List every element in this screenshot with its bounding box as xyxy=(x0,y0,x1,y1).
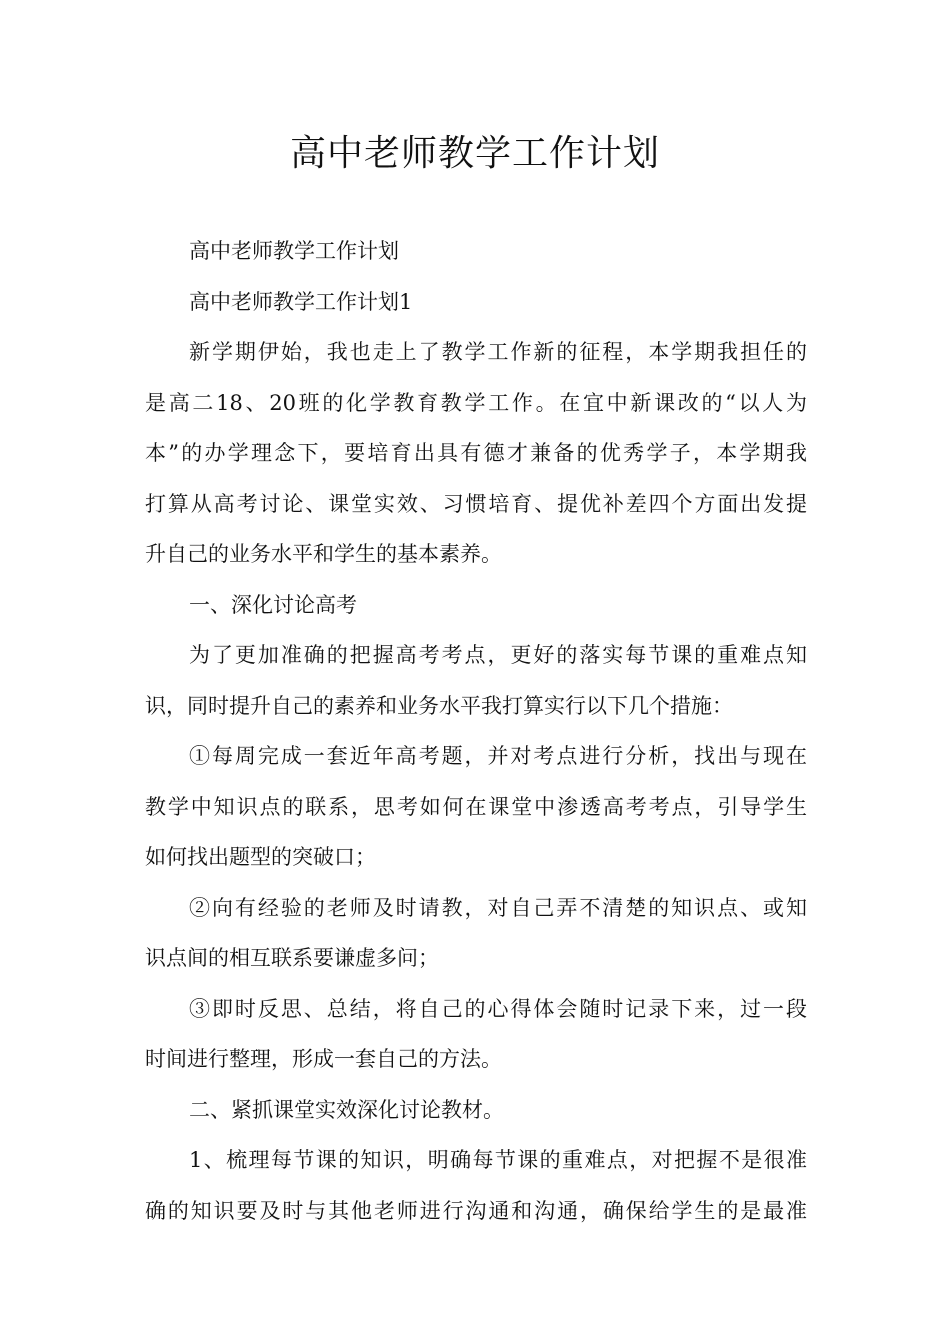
text-line: 一、深化讨论高考 xyxy=(189,592,357,617)
text-line: 识点间的相互联系要谦虚多问； xyxy=(145,946,439,970)
text-line: 二、紧抓课堂实效深化讨论教材。 xyxy=(189,1097,504,1122)
text-line: 高中老师教学工作计划1 xyxy=(189,289,413,314)
text-line: ②向有经验的老师及时请教，对自己弄不清楚的知识点、或知 xyxy=(189,895,807,920)
text-line: 新学期伊始，我也走上了教学工作新的征程，本学期我担任的 xyxy=(189,340,807,364)
text-line: ①每周完成一套近年高考题，并对考点进行分析，找出与现在 xyxy=(189,744,807,768)
text-line: 如何找出题型的突破口； xyxy=(145,845,376,869)
text-line: 确的知识要及时与其他老师进行沟通和沟通，确保给学生的是最准 xyxy=(145,1198,807,1223)
document-body xyxy=(145,226,807,1236)
text-line: 为了更加准确的把握高考考点，更好的落实每节课的重难点知 xyxy=(189,643,807,667)
text-line: 教学中知识点的联系，思考如何在课堂中渗透高考考点，引导学生 xyxy=(145,794,807,819)
text-line: 时间进行整理，形成一套自己的方法。 xyxy=(145,1047,502,1071)
text-line: 识，同时提升自己的素养和业务水平我打算实行以下几个措施： xyxy=(145,693,733,718)
document-title: 高中老师教学工作计划 xyxy=(289,133,660,174)
text-line: 是高二18、20班的化学教育教学工作。在宜中新课改的“以人为 xyxy=(145,390,807,415)
text-line: 1、梳理每节课的知识，明确每节课的重难点，对把握不是很准 xyxy=(189,1148,807,1172)
text-line: 打算从高考讨论、课堂实效、习惯培育、提优补差四个方面出发提 xyxy=(145,491,807,516)
text-line: 本”的办学理念下，要培育出具有德才兼备的优秀学子，本学期我 xyxy=(145,441,807,465)
text-line: ③即时反思、总结，将自己的心得体会随时记录下来，过一段 xyxy=(189,996,807,1021)
text-line: 升自己的业务水平和学生的基本素养。 xyxy=(145,542,502,566)
text-line: 高中老师教学工作计划 xyxy=(189,239,399,263)
